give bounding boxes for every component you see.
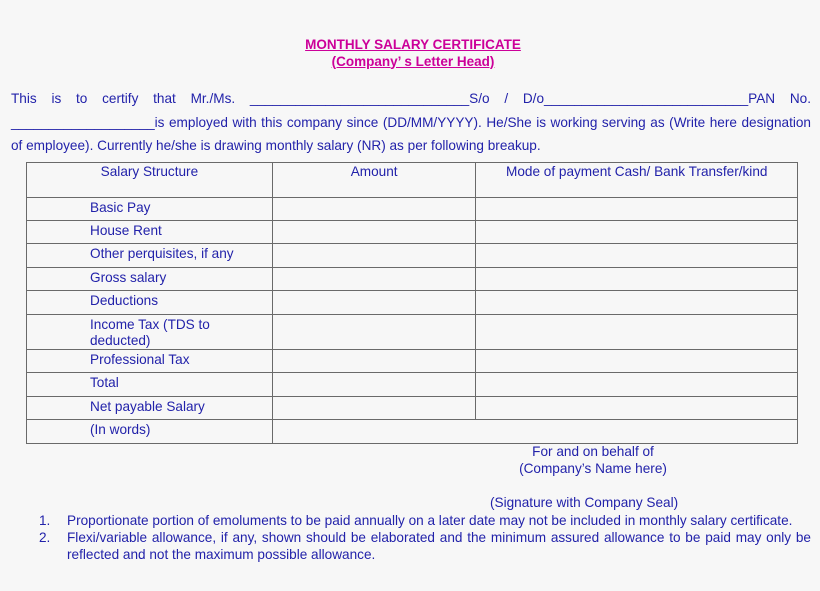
- amount-cell: [272, 373, 476, 397]
- amount-cell: [272, 244, 476, 268]
- table-row: [27, 221, 798, 244]
- row-label: House Rent: [27, 221, 273, 244]
- table-row: [27, 350, 798, 373]
- behalf-block: [488, 443, 698, 477]
- mode-cell: [476, 373, 798, 397]
- row-label: Gross salary: [27, 268, 273, 291]
- header-amount: Amount: [272, 163, 476, 198]
- note-number: 1.: [39, 513, 51, 528]
- certification-paragraph: This is to certify that Mr./Ms. _____________________________S/o / D/o___________________________PAN No. ___________________is employed with this company since (DD/MM/YYYY). He/She is working serving as (Write here designation of employee). Currently he/she is drawing monthly salary (NR) as per following breakup.: [11, 91, 811, 153]
- table-row: [27, 315, 798, 350]
- amount-cell: [272, 397, 476, 420]
- mode-cell: [476, 397, 798, 420]
- notes-list: [0, 512, 811, 563]
- company-name-line: (Company’s Name here): [519, 461, 667, 476]
- amount-cell: [272, 291, 476, 315]
- table-row: [27, 291, 798, 315]
- mode-cell: [476, 244, 798, 268]
- certificate-title: MONTHLY SALARY CERTIFICATE: [305, 37, 521, 52]
- row-label: Income Tax (TDS to deducted): [27, 315, 273, 350]
- amount-in-words-cell: [272, 420, 797, 444]
- note-item: [0, 529, 811, 563]
- note-number: 2.: [39, 530, 51, 545]
- salary-table: [26, 162, 798, 444]
- table-header-row: [27, 163, 798, 198]
- row-label: Other perquisites, if any: [27, 244, 273, 268]
- header-payment-mode: Mode of payment Cash/ Bank Transfer/kind: [476, 163, 798, 198]
- mode-cell: [476, 315, 798, 350]
- amount-cell: [272, 350, 476, 373]
- table-row: [27, 373, 798, 397]
- behalf-line: For and on behalf of: [532, 444, 654, 459]
- mode-cell: [476, 291, 798, 315]
- row-label: Professional Tax: [27, 350, 273, 373]
- note-text: Flexi/variable allowance, if any, shown should be elaborated and the minimum assured allowance to be paid may only be reflected and not the maximum possible allowance.: [67, 530, 811, 562]
- mode-cell: [476, 198, 798, 221]
- table-row: [27, 268, 798, 291]
- row-label: Basic Pay: [27, 198, 273, 221]
- amount-cell: [272, 221, 476, 244]
- amount-cell: [272, 198, 476, 221]
- row-label: (In words): [27, 420, 273, 444]
- letterhead-note: (Company’ s Letter Head): [331, 53, 495, 69]
- table-row: [27, 397, 798, 420]
- row-label: Net payable Salary: [27, 397, 273, 420]
- table-row: [27, 244, 798, 268]
- mode-cell: [476, 221, 798, 244]
- note-text: Proportionate portion of emoluments to be paid annually on a later date may not be included in monthly salary certificate.: [67, 513, 793, 528]
- row-label: Total: [27, 373, 273, 397]
- certificate-heading: [0, 37, 820, 70]
- note-item: [0, 512, 811, 529]
- mode-cell: [476, 268, 798, 291]
- signature-line: (Signature with Company Seal): [490, 495, 679, 510]
- table-row: [27, 198, 798, 221]
- row-label: Deductions: [27, 291, 273, 315]
- amount-cell: [272, 315, 476, 350]
- header-salary-structure: Salary Structure: [27, 163, 273, 198]
- mode-cell: [476, 350, 798, 373]
- amount-cell: [272, 268, 476, 291]
- table-row: [27, 420, 798, 444]
